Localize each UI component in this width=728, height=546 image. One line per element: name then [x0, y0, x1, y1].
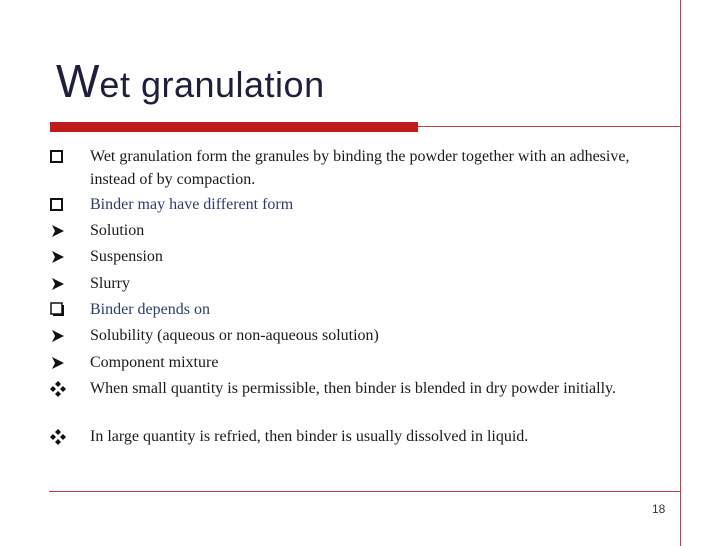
title-underline-rule — [418, 126, 680, 127]
list-item-text: When small quantity is permissible, then binder is blended in dry powder initially. — [90, 380, 616, 397]
list-item-text: Component mixture — [90, 354, 219, 371]
arrowhead-bullet-icon — [49, 245, 69, 268]
arrowhead-bullet-icon — [49, 324, 69, 347]
shadow-square-bullet-icon — [49, 298, 69, 321]
page-number: 18 — [652, 502, 666, 516]
footer-rule — [49, 491, 680, 492]
list-item-text: Wet granulation form the granules by binding the powder together with an adhesive, instead of by compaction. — [90, 148, 630, 188]
slide-title-first-letter: W — [56, 55, 100, 107]
hollow-square-bullet-icon — [49, 145, 69, 168]
arrowhead-bullet-icon — [49, 219, 69, 242]
list-item-text: Suspension — [90, 248, 163, 265]
list-item-text: Slurry — [90, 275, 130, 292]
title-accent-bar — [50, 122, 418, 132]
list-item-text: Binder depends on — [90, 301, 210, 318]
list-item-text: Solubility (aqueous or non-aqueous solution) — [90, 327, 379, 344]
hollow-square-bullet-icon — [49, 193, 69, 216]
slide-title-rest: et granulation — [99, 64, 325, 105]
slide-title — [56, 55, 325, 107]
slide-frame-right-border — [680, 0, 681, 546]
diamond-cluster-bullet-icon — [49, 377, 69, 400]
list-item-text: Solution — [90, 222, 145, 239]
arrowhead-bullet-icon — [49, 272, 69, 295]
list-item-text: Binder may have different form — [90, 196, 294, 213]
arrowhead-bullet-icon — [49, 351, 69, 374]
diamond-cluster-bullet-icon — [49, 425, 69, 448]
list-item-text: In large quantity is refried, then binder is usually dissolved in liquid. — [90, 428, 529, 445]
